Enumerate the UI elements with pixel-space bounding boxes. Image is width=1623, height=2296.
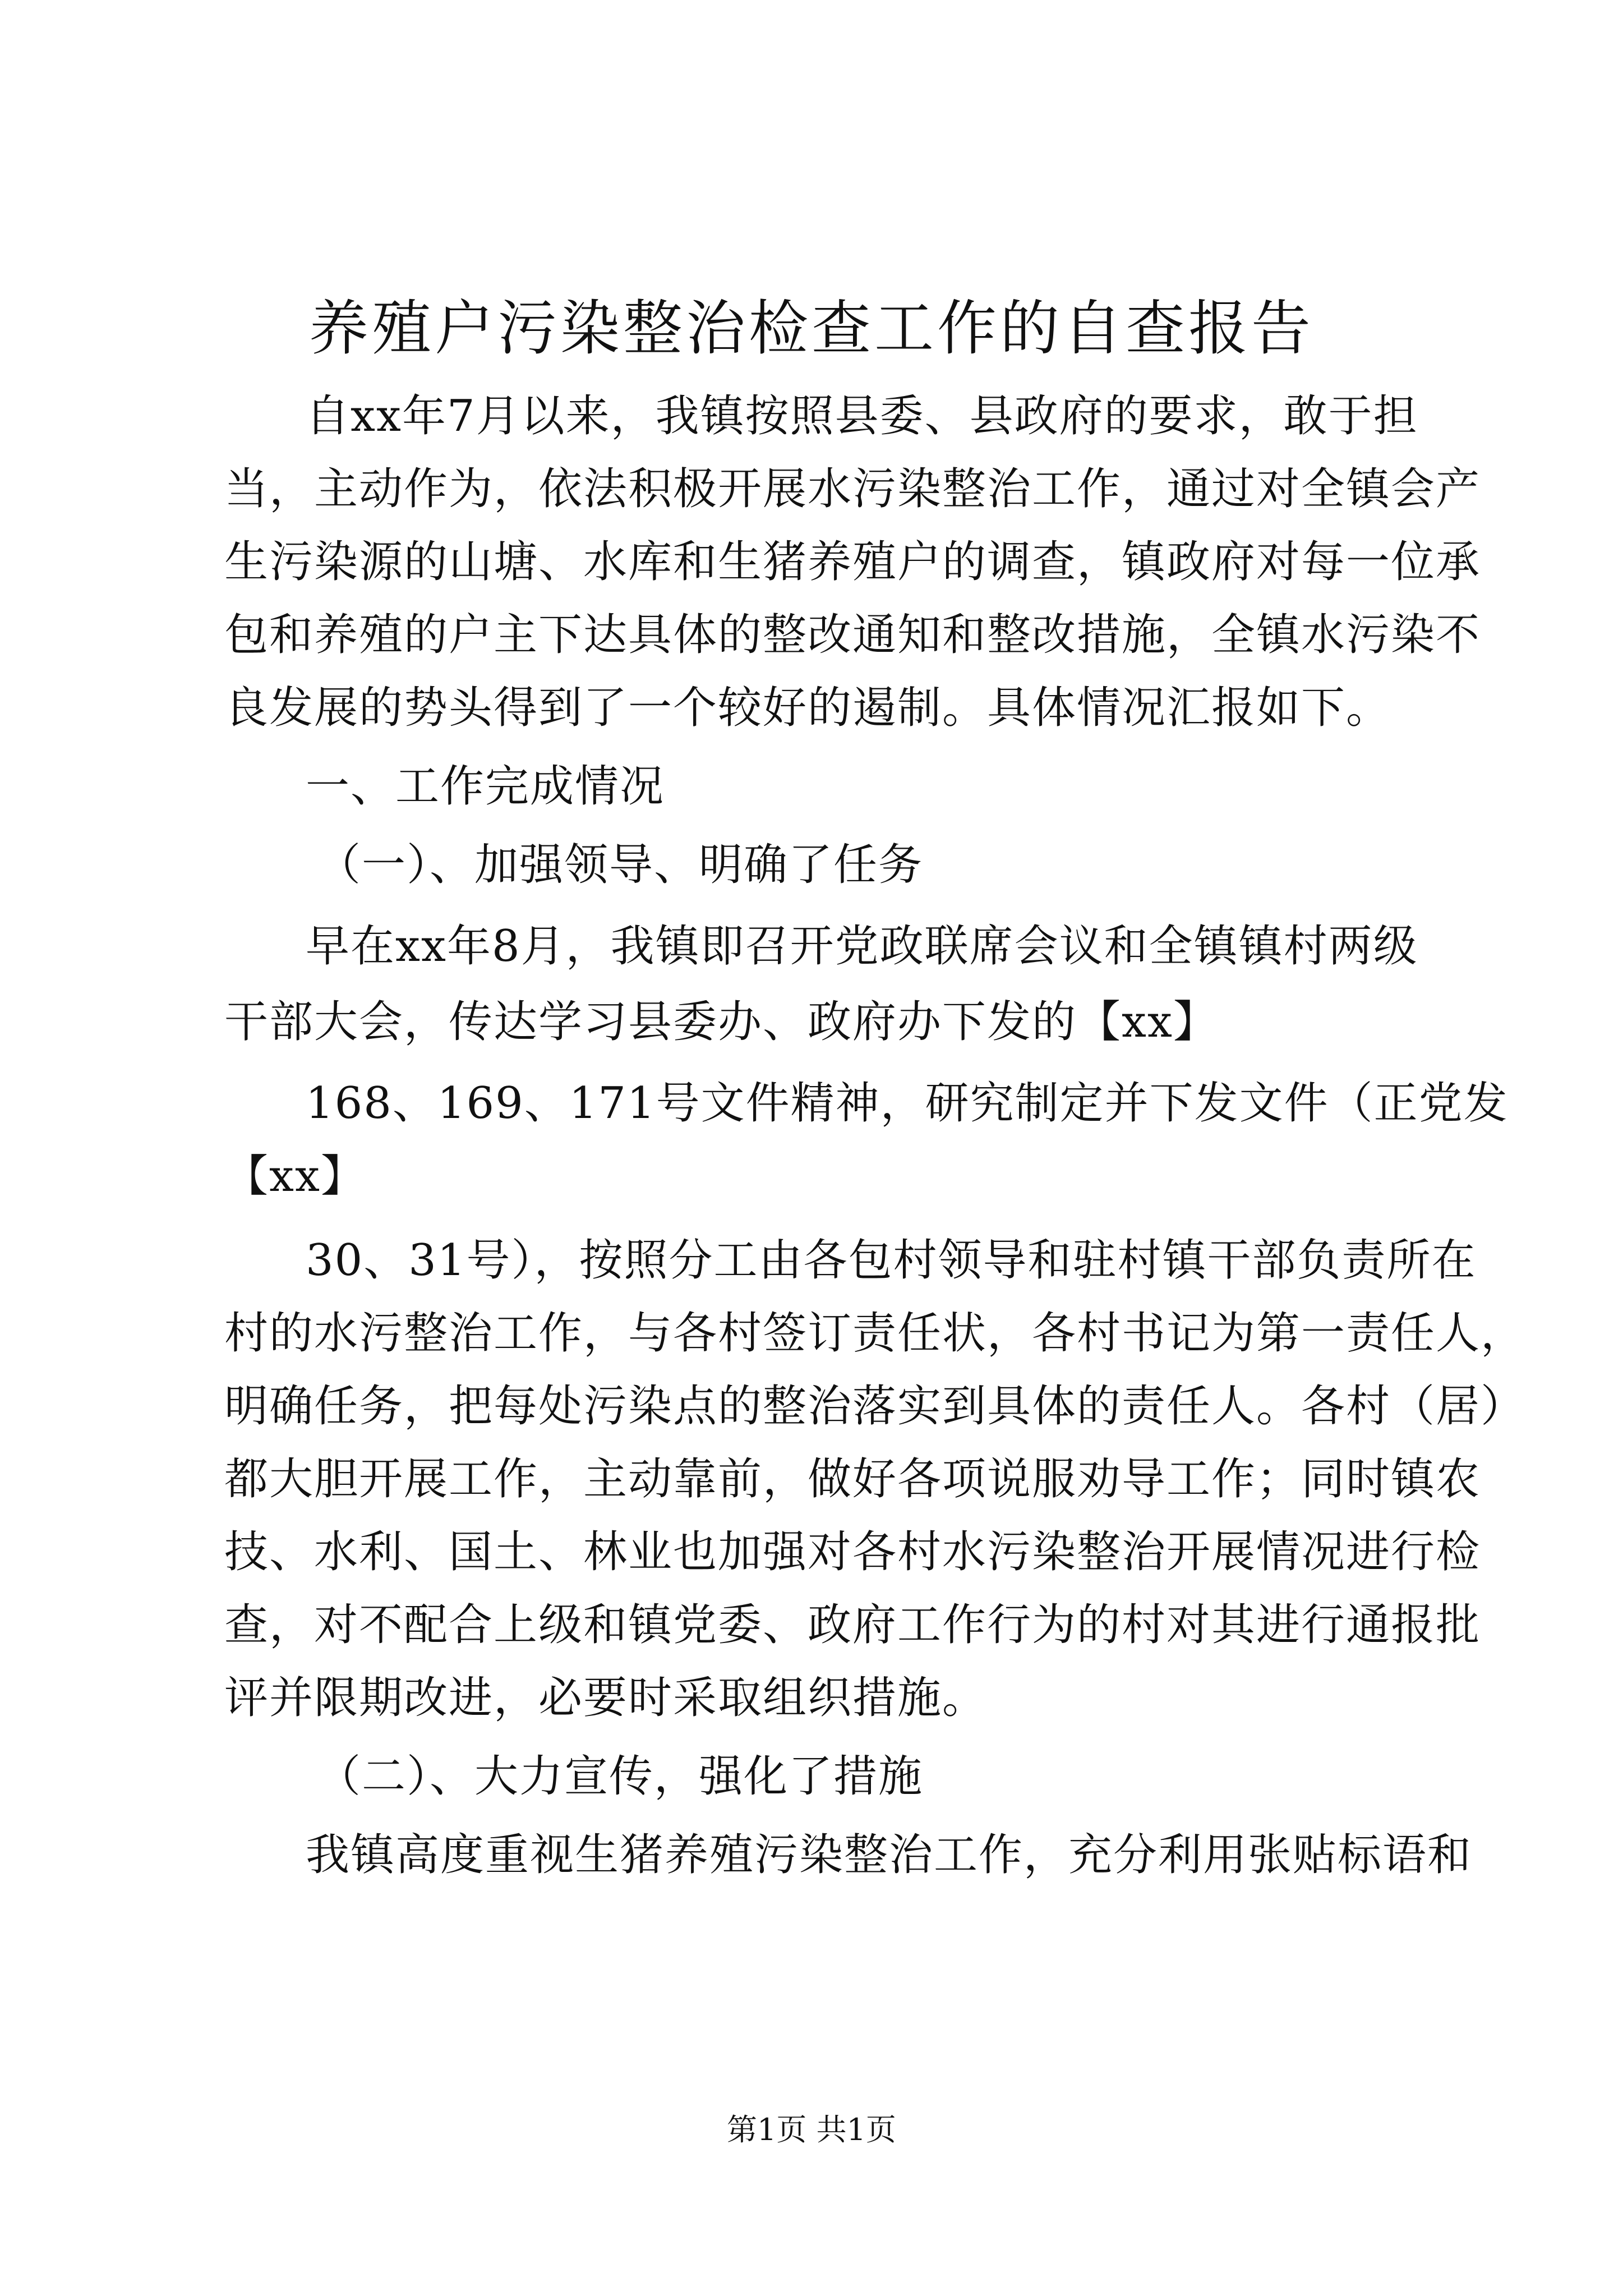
section-heading: 一、工作完成情况	[306, 761, 665, 812]
paragraph-line: 当，主动作为，依法积极开展水污染整治工作，通过对全镇会产	[224, 464, 1481, 514]
paragraph-line: 包和养殖的户主下达具体的整改通知和整改措施，全镇水污染不	[224, 610, 1481, 660]
subsection-heading: （二）、大力宣传，强化了措施	[317, 1751, 924, 1802]
paragraph-line: 干部大会，传达学习县委办、政府办下发的【xx】	[224, 997, 1218, 1047]
paragraph-line: 技、水利、国土、林业也加强对各村水污染整治开展情况进行检	[224, 1527, 1481, 1577]
paragraph-line: 【xx】	[224, 1151, 366, 1202]
paragraph-line: 都大胆开展工作，主动靠前，做好各项说服劝导工作；同时镇农	[224, 1454, 1481, 1504]
paragraph-line: 查，对不配合上级和镇党委、政府工作行为的村对其进行通报批	[224, 1600, 1481, 1650]
paragraph-line: 村的水污整治工作，与各村签订责任状，各村书记为第一责任人，	[224, 1308, 1526, 1359]
subsection-heading: （一）、加强领导、明确了任务	[317, 840, 924, 890]
paragraph-line: 明确任务，把每处污染点的整治落实到具体的责任人。各村（居）	[224, 1381, 1526, 1432]
paragraph-line: 早在xx年8月，我镇即召开党政联席会议和全镇镇村两级	[306, 921, 1418, 972]
paragraph-line: 评并限期改进，必要时采取组织措施。	[224, 1673, 988, 1723]
document-title: 养殖户污染整治检查工作的自查报告	[309, 294, 1314, 364]
paragraph-line: 生污染源的山塘、水库和生猪养殖户的调查，镇政府对每一位承	[224, 537, 1481, 587]
paragraph-line: 168、169、171号文件精神，研究制定并下发文件（正党发	[306, 1078, 1509, 1129]
page-footer: 第1页 共1页	[727, 2112, 896, 2147]
paragraph-line: 我镇高度重视生猪养殖污染整治工作，充分利用张贴标语和	[306, 1830, 1473, 1880]
paragraph-line: 良发展的势头得到了一个较好的遏制。具体情况汇报如下。	[224, 683, 1391, 733]
paragraph-line: 自xx年7月以来，我镇按照县委、县政府的要求，敢于担	[306, 391, 1418, 441]
paragraph-line: 30、31号），按照分工由各包村领导和驻村镇干部负责所在	[306, 1235, 1477, 1286]
